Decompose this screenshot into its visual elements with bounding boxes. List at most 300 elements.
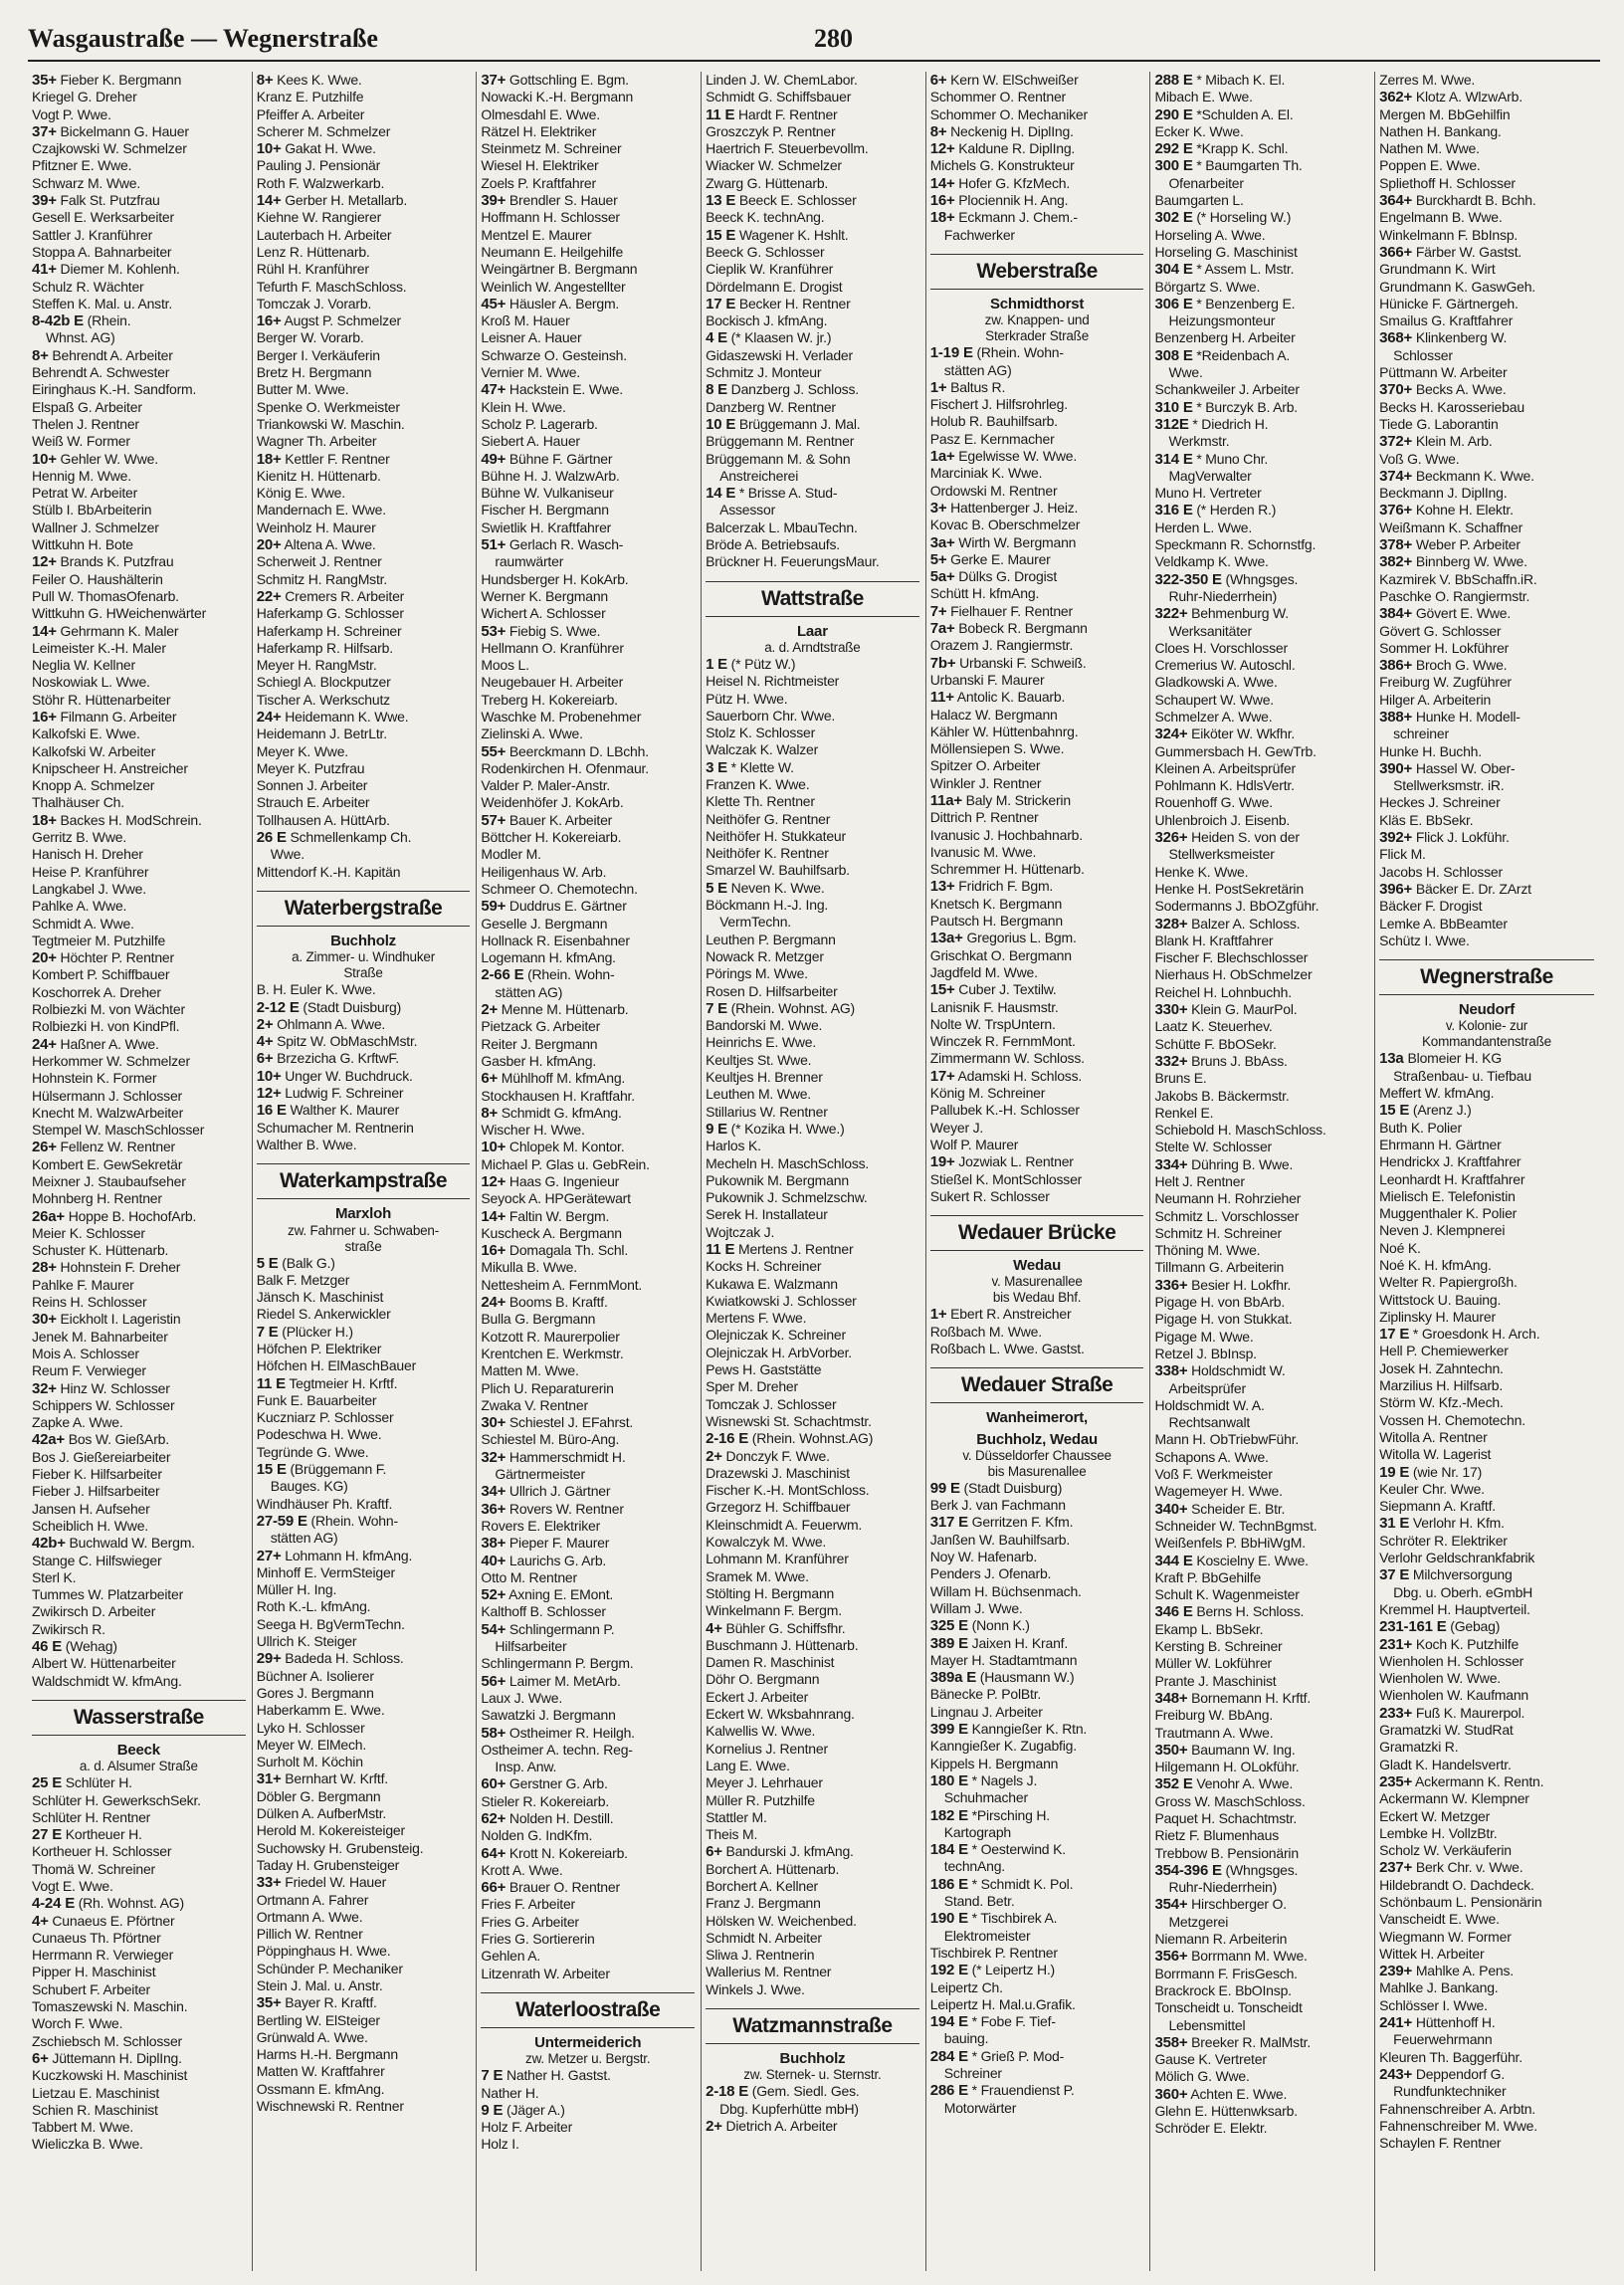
resident-text: Hohnstein F. Dreher (56, 1259, 181, 1276)
resident-text: Bornemann H. Krftf. (1187, 1689, 1312, 1706)
directory-entry: Retzel J. BbInsp. (1154, 1345, 1257, 1361)
directory-entry: Lohmann M. Kranführer (706, 1551, 849, 1567)
directory-entry: Lietzau E. Maschinist (32, 2084, 160, 2101)
directory-entry: Schlingermann P. Bergm. (481, 1655, 634, 1672)
directory-entry: Trautmann A. Wwe. (1154, 1724, 1274, 1741)
directory-entry: Herold M. Kokereisteiger (256, 1822, 405, 1839)
directory-entry: Herkommer W. Schmelzer (32, 1052, 190, 1069)
directory-entry: stätten AG) (495, 983, 563, 1000)
house-number: 396+ (1379, 880, 1413, 898)
directory-entry: Muggenthaler K. Polier (1379, 1205, 1518, 1222)
directory-entry: Michels G. Konstrukteur (929, 157, 1075, 174)
resident-text: Brüggemann J. Mal. (735, 415, 861, 432)
directory-entry: Petrat W. Arbeiter (32, 485, 138, 502)
house-number: 8+ (256, 72, 274, 89)
directory-entry: Ortmann A. Wwe. (256, 1908, 363, 1925)
house-number: 194 E (929, 2013, 968, 2031)
street-extent: zw. Sternek- u. Sternstr. (743, 2067, 882, 2083)
directory-entry: Mielisch E. Telefonistin (1379, 1187, 1516, 1204)
directory-entry (257, 1513, 471, 1530)
directory-entry: Heise P. Kranführer (32, 863, 149, 880)
directory-entry: Ruhr-Niederrhein) (1168, 587, 1278, 604)
directory-entry: Nathen H. Bankang. (1379, 122, 1502, 139)
house-number: 231-161 E (1379, 1618, 1447, 1636)
directory-entry: Gövert G. Schlosser (1379, 622, 1502, 639)
resident-text: Donczyk F. Wwe. (721, 1447, 830, 1464)
house-number: 33+ (256, 1874, 282, 1892)
directory-entry: Geselle J. Bergmann (481, 915, 608, 932)
house-number: 10 E (706, 415, 736, 433)
directory-entry: Pahlke F. Maurer (32, 1276, 134, 1293)
directory-entry: Schiegl A. Blockputzer (256, 674, 391, 691)
resident-text: Jüttemann H. DiplIng. (48, 2049, 182, 2066)
house-number: 19+ (929, 1153, 955, 1171)
resident-text: Spitz W. ObMaschMstr. (273, 1033, 418, 1050)
directory-entry: Krott A. Wwe. (481, 1861, 563, 1878)
resident-text: Bickelmann G. Hauer (56, 122, 189, 139)
directory-entry: Heckes J. Schreiner (1379, 794, 1501, 811)
resident-text: (wie Nr. 17) (1409, 1463, 1483, 1480)
directory-entry (481, 1621, 695, 1638)
house-number: 35+ (256, 1994, 282, 2012)
house-number: 31+ (256, 1770, 282, 1788)
directory-entry: Kukawa E. Walzmann (706, 1275, 838, 1292)
directory-entry: Laux J. Wwe. (481, 1689, 563, 1706)
directory-entry: Assessor (719, 502, 776, 519)
directory-entry: Kiehne W. Rangierer (256, 209, 382, 226)
house-number: 27+ (256, 1547, 282, 1564)
directory-entry: Schröder E. Elektr. (1154, 2120, 1268, 2137)
house-number: 40+ (481, 1552, 507, 1569)
house-number: 9 E (481, 2101, 504, 2119)
directory-entry: Zerres M. Wwe. (1379, 72, 1476, 88)
house-number: 39+ (481, 192, 507, 210)
house-number: 8+ (481, 1104, 499, 1122)
directory-entry: Fahnenschreiber A. Arbtn. (1379, 2100, 1536, 2117)
resident-text: Bos W. GießArb. (65, 1431, 169, 1448)
directory-entry: Bäcker F. Drogist (1379, 898, 1483, 915)
resident-text: (Hausmann W.) (976, 1669, 1075, 1686)
directory-entry: Danzberg W. Rentner (706, 398, 836, 415)
house-number: 9 E (706, 1120, 727, 1138)
resident-text: Bayer R. Kraftf. (281, 1994, 377, 2011)
directory-entry: Trebbow B. Pensionärin (1154, 1844, 1299, 1861)
directory-entry (930, 1669, 1144, 1686)
directory-entry (32, 709, 246, 726)
resident-text: Dietrich A. Arbeiter (721, 2117, 838, 2134)
directory-entry: Reum F. Verwieger (32, 1362, 146, 1379)
directory-entry (930, 175, 1144, 192)
directory-entry: Sattler J. Kranführer (32, 226, 153, 243)
directory-entry: Dbg. u. Oberh. eGmbH (1393, 1583, 1533, 1600)
directory-entry: Pull W. ThomasOfenarb. (32, 587, 179, 604)
directory-entry: Wagemeyer H. Wwe. (1154, 1483, 1283, 1500)
directory-entry (706, 485, 919, 502)
directory-entry: Wallerius M. Rentner (706, 1964, 832, 1980)
directory-entry (481, 1173, 695, 1190)
directory-entry: Kocks H. Schreiner (706, 1258, 822, 1275)
directory-entry (706, 381, 919, 398)
directory-entry: Koschorrek A. Dreher (32, 983, 161, 1000)
house-number: 308 E (1154, 346, 1193, 364)
house-number: 334+ (1154, 1155, 1188, 1173)
directory-entry: Michael P. Glas u. GebRein. (481, 1155, 650, 1172)
resident-text: Diemer M. Kohlenh. (56, 261, 180, 278)
resident-text: Klinkenberg W. (1412, 329, 1508, 346)
house-number: 31 E (1379, 1515, 1410, 1533)
resident-text: * Frauendienst P. (967, 2082, 1075, 2099)
directory-entry: Roßbach L. Wwe. Gastst. (929, 1341, 1085, 1356)
directory-entry: Willam H. Büchsenmach. (929, 1582, 1082, 1599)
directory-entry: Klette Th. Rentner (706, 793, 815, 810)
directory-entry: Kähler W. Hüttenbahnrg. (929, 723, 1079, 739)
directory-entry: Wienholen W. Wwe. (1379, 1670, 1501, 1687)
directory-entry: Hölsken W. Weichenbed. (706, 1912, 857, 1929)
directory-entry: Behrendt A. Schwester (32, 364, 170, 381)
directory-entry: Schuhmacher (943, 1789, 1028, 1806)
directory-entry: Weingärtner B. Bergmann (481, 261, 638, 278)
directory-entry: bauing. (943, 2030, 989, 2047)
directory-entry: Meffert W. kfmAng. (1379, 1085, 1495, 1102)
resident-text: (Brüggemann F. (286, 1461, 387, 1478)
resident-text: Hoppe B. HochofArb. (65, 1207, 197, 1224)
directory-entry: König M. Schreiner (929, 1085, 1046, 1102)
directory-entry: Benzenberg H. Arbeiter (1154, 329, 1296, 346)
directory-entry (930, 209, 1144, 226)
house-number: 10+ (481, 1139, 507, 1156)
directory-entry: Janßen W. Bauhilfsarb. (929, 1531, 1071, 1548)
directory-entry (1379, 192, 1594, 209)
directory-entry: Hollnack R. Eisenbahner (481, 932, 630, 948)
directory-entry: raumwärter (495, 553, 564, 570)
resident-text: *Pirsching H. (967, 1806, 1050, 1823)
directory-entry: Engelmann B. Wwe. (1379, 209, 1503, 226)
house-number: 317 E (929, 1514, 968, 1532)
resident-text: (Rh. Wohnst. AG) (75, 1895, 184, 1912)
resident-text: Verlohr H. Kfm. (1409, 1515, 1505, 1532)
directory-entry: Zwikirsch R. (32, 1620, 105, 1637)
directory-entry: Verlohr Geldschrankfabrik (1379, 1550, 1535, 1566)
directory-entry: Gramatzki R. (1379, 1739, 1459, 1756)
directory-entry: Noskowiak L. Wwe. (32, 674, 150, 691)
directory-entry: Smailus G. Kraftfahrer (1379, 312, 1514, 329)
directory-entry: Berk J. van Fachmann (929, 1497, 1066, 1514)
house-number: 11 E (706, 105, 735, 123)
directory-entry (930, 930, 1144, 946)
directory-entry: Litzenrath W. Arbeiter (481, 1965, 610, 1981)
directory-entry: Suchowsky H. Grubensteig. (256, 1839, 424, 1856)
house-number: 11a+ (929, 791, 962, 809)
directory-entry: Zoels P. Kraftfahrer (481, 174, 596, 191)
directory-entry: Theis M. (706, 1826, 758, 1843)
house-number: 340+ (1154, 1500, 1188, 1518)
directory-entry (481, 1449, 695, 1466)
directory-entry: Stempel W. MaschSchlosser (32, 1122, 205, 1139)
directory-entry: Mayer H. Stadtamtmann (929, 1651, 1078, 1668)
directory-entry: Borchert A. Hüttenarb. (706, 1860, 840, 1877)
directory-entry (32, 623, 246, 640)
resident-text: Heidemann K. Wwe. (281, 708, 409, 725)
directory-entry: Schlüter H. GewerkschSekr. (32, 1791, 201, 1808)
directory-entry (1154, 2034, 1368, 2051)
directory-entry: Otto M. Rentner (481, 1568, 577, 1585)
directory-entry: Windhäuser Ph. Kraftf. (256, 1495, 393, 1512)
house-number: 4-24 E (32, 1895, 75, 1913)
district-name: Laar (796, 622, 828, 640)
directory-entry: Taday H. Grubensteiger (256, 1856, 400, 1873)
directory-entry: Buth K. Polier (1379, 1119, 1462, 1136)
directory-entry: Flick M. (1379, 846, 1426, 863)
directory-entry: Ordowski M. Rentner (929, 482, 1058, 499)
directory-entry: Linden J. W. ChemLabor. (706, 72, 858, 88)
house-number: 360+ (1154, 2085, 1188, 2103)
directory-entry: Riedel S. Ankerwickler (256, 1306, 391, 1323)
directory-entry (257, 536, 471, 553)
directory-entry: Hilfsarbeiter (495, 1638, 567, 1655)
directory-entry: Witolla W. Lagerist (1379, 1446, 1492, 1463)
directory-entry: Ullrich K. Steiger (256, 1633, 357, 1650)
resident-text: Binnberg W. Wwe. (1412, 553, 1527, 570)
house-number: 392+ (1379, 829, 1413, 847)
directory-entry: Heiligenhaus W. Arb. (481, 863, 607, 880)
resident-text: Beckmann K. Wwe. (1412, 467, 1534, 484)
directory-entry: Strauch E. Arbeiter (256, 794, 370, 811)
directory-entry (706, 880, 919, 897)
directory-entry: Holub R. Bauhilfsarb. (929, 413, 1058, 430)
resident-text: (Rhein. Wohnst.AG) (748, 1430, 874, 1447)
house-number: 27-59 E (256, 1512, 307, 1530)
directory-entry: Zimmermann W. Schloss. (929, 1050, 1085, 1067)
directory-entry: Voß F. Werkmeister (1154, 1466, 1273, 1483)
directory-entry: Mölich G. Wwe. (1154, 2068, 1250, 2085)
street-extent: bis Wedau Bhf. (992, 1290, 1082, 1306)
directory-entry (481, 192, 695, 209)
directory-entry: Schmeer O. Chemotechn. (481, 880, 638, 897)
directory-entry: Neugebauer H. Arbeiter (481, 674, 624, 691)
directory-entry: Nolden G. IndKfm. (481, 1827, 593, 1844)
resident-text: Walther K. Maurer (286, 1102, 400, 1119)
directory-entry (706, 1620, 919, 1637)
directory-entry (1379, 1102, 1594, 1119)
directory-entry (257, 1548, 471, 1564)
house-number: 10+ (256, 140, 282, 158)
directory-entry: Mahlke J. Bankang. (1379, 1979, 1499, 1996)
directory-entry (481, 898, 695, 915)
directory-entry (257, 451, 471, 468)
directory-entry: Hell P. Chemiewerker (1379, 1343, 1509, 1359)
directory-entry: Höfchen P. Elektriker (256, 1341, 382, 1356)
directory-entry: Tomaszewski N. Maschin. (32, 1998, 188, 2015)
resident-text: Blomeier H. KG (1407, 1050, 1502, 1067)
directory-entry (481, 1483, 695, 1500)
directory-entry: Gerritz B. Wwe. (32, 829, 127, 846)
resident-text: * Mibach K. El. (1192, 72, 1286, 88)
resident-text: Fuß K. Maurerpol. (1412, 1704, 1525, 1721)
directory-entry: Wolf P. Maurer (929, 1136, 1019, 1152)
house-number: 324+ (1154, 726, 1188, 743)
directory-entry (1154, 916, 1368, 933)
directory-entry: Nowack R. Metzger (706, 947, 824, 964)
directory-entry: Hildebrandt O. Dachdeck. (1379, 1876, 1534, 1893)
page-header (28, 20, 1600, 62)
house-number: 2+ (481, 1001, 499, 1019)
directory-entry: Büchner A. Isolierer (256, 1667, 374, 1684)
directory-entry: Ehrmann H. Gärtner (1379, 1136, 1502, 1152)
directory-entry: Harms H.-H. Bergmann (256, 2046, 398, 2063)
directory-entry (481, 1535, 695, 1552)
directory-entry: Wagner Th. Arbeiter (256, 433, 377, 450)
directory-entry: Haferkamp R. Hilfsarb. (256, 639, 393, 656)
resident-text: Gerber H. Metallarb. (281, 192, 408, 209)
directory-entry (257, 1461, 471, 1478)
directory-entry: Bröde A. Betriebsaufs. (706, 536, 840, 553)
house-number: 1-19 E (929, 344, 973, 362)
house-number: 30+ (481, 1414, 507, 1432)
directory-entry: Scholz W. Verkäuferin (1379, 1842, 1512, 1859)
house-number: 182 E (929, 1806, 968, 1824)
directory-entry: Mittendorf K.-H. Kapitän (256, 863, 401, 880)
house-number: 26+ (32, 1139, 57, 1156)
directory-entry (706, 2118, 919, 2135)
directory-entry (1154, 416, 1368, 433)
resident-text: Flick J. Lokführ. (1412, 829, 1510, 846)
directory-entry (930, 72, 1144, 89)
resident-text: Cremers R. Arbeiter (281, 587, 405, 604)
directory-entry: Nettesheim A. FernmMont. (481, 1276, 643, 1293)
directory-entry: Straßenbau- u. Tiefbau (1393, 1067, 1531, 1084)
directory-entry: technAng. (943, 1858, 1005, 1875)
column-5 (926, 72, 1151, 2271)
directory-entry: Meyer H. RangMstr. (256, 657, 377, 674)
directory-entry: Knecht M. WalzwArbeiter (32, 1104, 184, 1121)
directory-entry: Noé K. H. kfmAng. (1379, 1257, 1492, 1273)
resident-text: Häusler A. Bergm. (506, 295, 620, 312)
column-7 (1375, 72, 1600, 2271)
resident-text: * Klette W. (726, 758, 794, 775)
house-number: 14+ (256, 192, 282, 210)
house-number: 8 E (706, 381, 727, 399)
house-number: 12+ (481, 1173, 507, 1190)
directory-entry: Stillarius W. Rentner (706, 1103, 828, 1120)
resident-text: Hofer G. KfzMech. (954, 174, 1071, 191)
house-number: 1+ (929, 378, 947, 396)
resident-text: Hammerschmidt H. (506, 1448, 626, 1465)
house-number: 26 E (256, 829, 287, 847)
house-number: 231+ (1379, 1635, 1413, 1653)
directory-entry (257, 1994, 471, 2011)
resident-text: Duddrus E. Gärtner (506, 898, 627, 915)
directory-entry: Urbanski F. Maurer (929, 671, 1045, 688)
directory-entry: Kläs E. BbSekr. (1379, 811, 1474, 828)
directory-entry: Schuster K. Hüttenarb. (32, 1242, 169, 1259)
directory-entry (1379, 1515, 1594, 1532)
directory-entry (1154, 296, 1368, 312)
resident-text: Bobeck R. Bergmann (954, 620, 1088, 637)
directory-entry (706, 1843, 919, 1860)
directory-entry: Metzgerei (1168, 1913, 1229, 1930)
house-number: 292 E (1154, 140, 1193, 158)
house-number: 352 E (1154, 1775, 1193, 1793)
directory-entry: Neithöfer G. Rentner (706, 810, 831, 827)
resident-text: Besier H. Lokfhr. (1187, 1276, 1292, 1293)
street-extent: v. Masurenallee (991, 1274, 1083, 1290)
directory-entry (930, 379, 1144, 396)
resident-text: Kaldune R. DiplIng. (954, 140, 1076, 157)
directory-entry: Podeschwa H. Wwe. (256, 1426, 382, 1443)
district-name: Buchholz, Wedau (976, 1430, 1098, 1448)
directory-entry: Swietlik H. Kraftfahrer (481, 519, 612, 535)
house-number: 24+ (481, 1294, 507, 1312)
directory-entry (1154, 451, 1368, 468)
house-number: 17+ (929, 1067, 955, 1085)
directory-entry (481, 1414, 695, 1431)
resident-text: Scheider E. Btr. (1187, 1500, 1286, 1517)
directory-entry: Jansen H. Aufseher (32, 1500, 150, 1517)
directory-entry: Lauterbach H. Arbeiter (256, 226, 392, 243)
directory-entry: Gross W. MaschSchloss. (1154, 1792, 1306, 1809)
directory-entry: Weidenhöfer J. KokArb. (481, 794, 624, 811)
directory-entry: B. H. Euler K. Wwe. (256, 981, 376, 998)
resident-text: Broch G. Wwe. (1412, 657, 1508, 674)
directory-entry: Störm W. Kfz.-Mech. (1379, 1394, 1504, 1411)
directory-entry: Rovers E. Elektriker (481, 1517, 601, 1534)
directory-entry (1379, 502, 1594, 519)
directory-entry: Laatz K. Steuerhev. (1154, 1018, 1273, 1035)
street-heading: Wattstraße (706, 581, 919, 617)
directory-entry (930, 1721, 1144, 1738)
directory-entry (930, 1962, 1144, 1978)
directory-entry: Marciniak K. Wwe. (929, 465, 1043, 482)
directory-entry: Rietz F. Blumenhaus (1154, 1827, 1280, 1844)
house-number: 18+ (256, 450, 282, 468)
resident-text: Bandurski J. kfmAng. (721, 1843, 854, 1860)
resident-text: Rovers W. Rentner (506, 1500, 624, 1517)
directory-entry: VermTechn. (719, 914, 791, 931)
resident-text: Hattenberger J. Heiz. (946, 499, 1079, 516)
directory-entry: Neumann H. Rohrzieher (1154, 1190, 1302, 1207)
resident-text: Wagener K. Hshlt. (735, 226, 849, 243)
resident-text: Balzer A. Schloss. (1187, 915, 1301, 932)
directory-entry (1379, 2014, 1594, 2031)
house-number: 382+ (1379, 553, 1413, 571)
directory-entry (1154, 347, 1368, 364)
directory-entry: Lang E. Wwe. (706, 1757, 790, 1773)
directory-entry: Hundsberger H. KokArb. (481, 570, 629, 587)
directory-entry: Beeck K. technAng. (706, 209, 825, 226)
house-number: 190 E (929, 1910, 968, 1928)
directory-entry (930, 1910, 1144, 1927)
directory-entry: Orazem J. Rangiermstr. (929, 637, 1074, 654)
directory-entry: Sawatzki J. Bergmann (481, 1707, 616, 1724)
directory-entry: Lenz R. Hüttenarb. (256, 243, 370, 260)
resident-text: (Stadt Duisburg) (959, 1479, 1063, 1496)
resident-text: * Assem L. Mstr. (1192, 261, 1295, 278)
resident-text: Mühlhoff M. kfmAng. (498, 1070, 626, 1087)
directory-entry (706, 656, 919, 673)
directory-entry: stätten AG) (270, 1530, 338, 1547)
directory-entry: Tischbirek P. Rentner (929, 1944, 1058, 1961)
resident-text: Breeker R. MalMstr. (1187, 2033, 1312, 2050)
resident-text: Gehrmann K. Maler (56, 622, 179, 639)
directory-entry: Vossen H. Chemotechn. (1379, 1411, 1525, 1428)
directory-entry: Drazewski J. Maschinist (706, 1464, 850, 1481)
resident-text: Hinz W. Schlosser (56, 1379, 170, 1396)
directory-entry (706, 1430, 919, 1447)
directory-entry (930, 603, 1144, 620)
directory-entry: Wienholen W. Kaufmann (1379, 1687, 1529, 1704)
directory-entry (1154, 1690, 1368, 1707)
resident-text: Kettler F. Rentner (281, 450, 390, 467)
